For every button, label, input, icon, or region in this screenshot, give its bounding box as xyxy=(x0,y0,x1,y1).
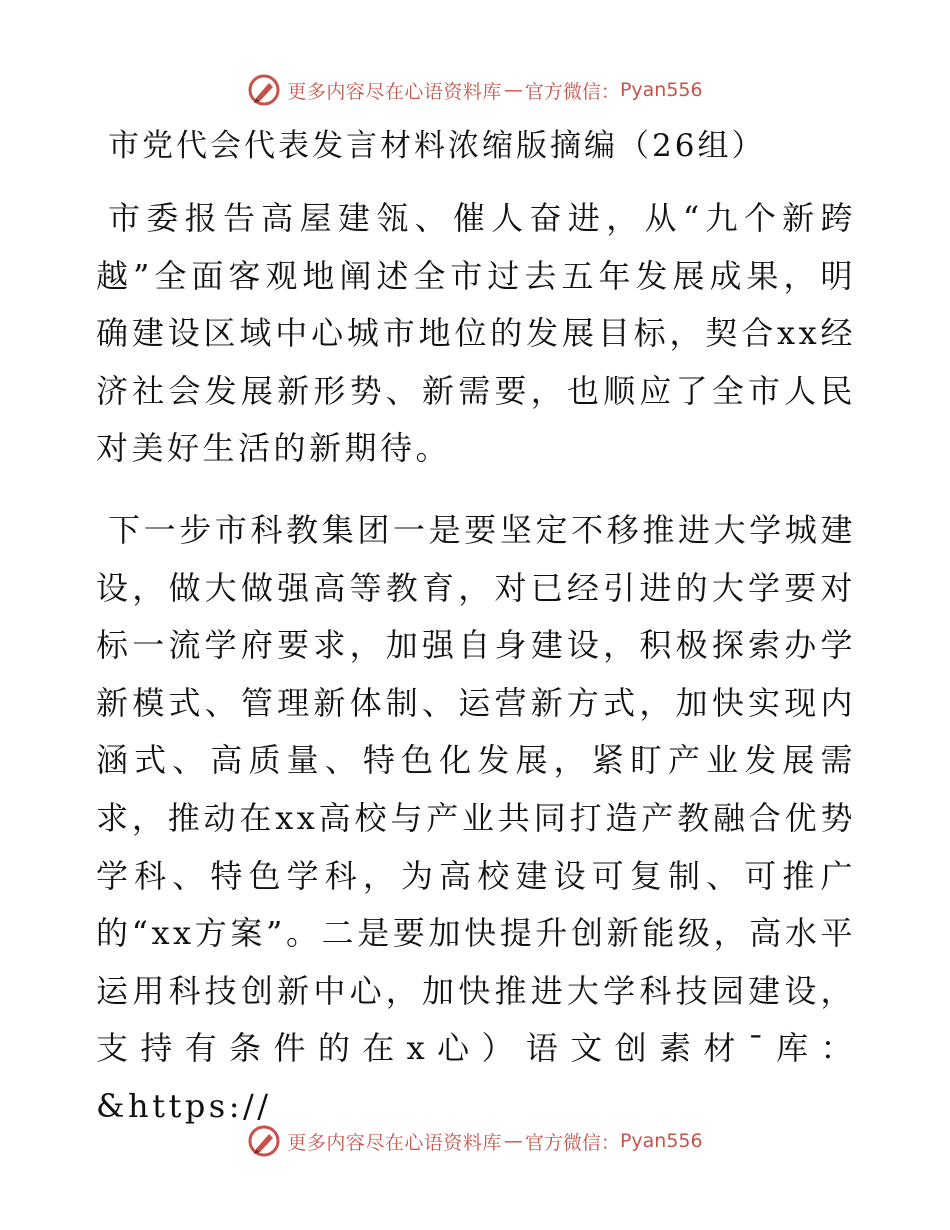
paragraph-1: 市委报告高屋建瓴、催人奋进，从“九个新跨越”全面客观地阐述全市过去五年发展成果，明确建设区域中心城市地位的发展目标，契合xx经济社会发展新形势、新需要，也顺应了全市人民对美好生活的新期待。 xyxy=(96,199,856,468)
watermark-dash: — xyxy=(503,79,523,101)
footer-watermark xyxy=(0,1119,950,1163)
watermark-wechat-id: Pyan556 xyxy=(619,1130,703,1152)
pen-logo-icon xyxy=(247,1124,281,1158)
document-body xyxy=(96,118,856,1136)
watermark-wechat-id: Pyan556 xyxy=(619,79,703,101)
paragraph-2: 下一步市科教集团一是要坚定不移推进大学城建设，做大做强高等教育，对已经引进的大学要对标一流学府要求，加强自身建设，积极探索办学新模式、管理新体制、运营新方式，加快实现内涵式、高质量、特色化发展，紧盯产业发展需求，推动在xx高校与产业共同打造产教融合优势学科、特色学科，为高校建设可复制、可推广的“xx方案”。二是要加快提升创新能级，高水平运用科技创新中心，加快推进大学科技园建设，支持有条件的在x心）语文创素材¯库：&https:// xyxy=(96,510,856,1125)
document-title: 市党代会代表发言材料浓缩版摘编（26组） xyxy=(108,128,766,164)
watermark-wechat-label: 官方微信： xyxy=(524,1131,620,1154)
header-watermark xyxy=(0,68,950,112)
watermark-site-text: 更多内容尽在心语资料库 xyxy=(287,80,502,103)
pen-logo-icon xyxy=(247,73,281,107)
watermark-dash: — xyxy=(503,1130,523,1152)
watermark-wechat-label: 官方微信： xyxy=(524,80,620,103)
watermark-site-text: 更多内容尽在心语资料库 xyxy=(287,1131,502,1154)
